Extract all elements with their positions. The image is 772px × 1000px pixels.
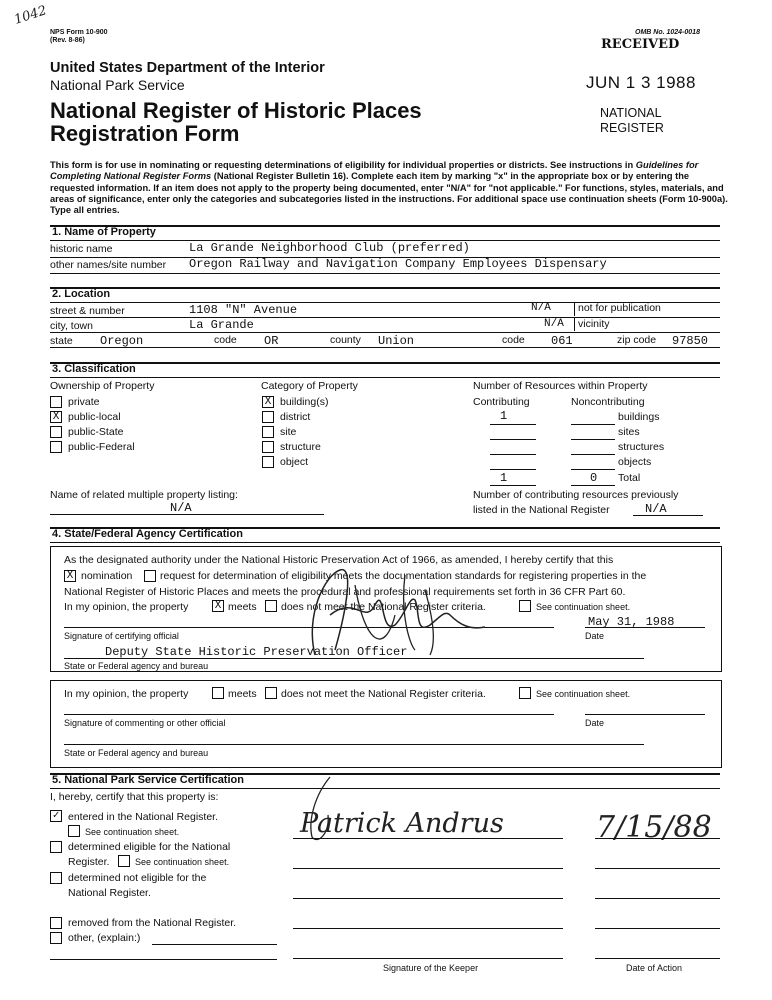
related-listing-label: Name of related multiple property listing: xyxy=(50,489,238,501)
category-site-checkbox[interactable] xyxy=(262,426,274,438)
row-sites: sites xyxy=(618,426,640,438)
form-number: NPS Form 10-900 xyxy=(50,29,108,36)
historic-name-label: historic name xyxy=(50,243,113,255)
agency-value[interactable]: Deputy State Historic Preservation Officer xyxy=(105,645,408,659)
keeper-signature-loop xyxy=(300,775,360,845)
previously-listed-value[interactable]: N/A xyxy=(645,502,667,516)
county-code-value[interactable]: 061 xyxy=(551,334,573,348)
meets-label: meets xyxy=(228,601,257,613)
city-value[interactable]: La Grande xyxy=(189,318,254,332)
stamp-register: REGISTER xyxy=(600,121,664,135)
stamp-date: JUN 1 3 1988 xyxy=(586,73,696,92)
county-label: county xyxy=(330,334,361,346)
ownership-label: Ownership of Property xyxy=(50,380,155,392)
related-listing-value[interactable]: N/A xyxy=(170,501,192,515)
category-object-checkbox[interactable] xyxy=(262,456,274,468)
section4-heading: 4. State/Federal Agency Certification xyxy=(52,528,243,540)
noncontributing-total[interactable]: 0 xyxy=(590,471,598,485)
form-revision: (Rev. 8-86) xyxy=(50,37,85,44)
see-continuation-a-label: See continuation sheet. xyxy=(85,827,180,837)
form-subtitle: Registration Form xyxy=(50,121,240,146)
category-structure-checkbox[interactable] xyxy=(262,441,274,453)
category-site-label: site xyxy=(280,426,297,438)
keeper-signature: Patrick Andrus xyxy=(300,808,504,839)
certification-date-value[interactable]: May 31, 1988 xyxy=(588,615,675,629)
entered-checkbox[interactable]: ✓ xyxy=(50,810,62,822)
category-district-label: district xyxy=(280,411,311,423)
cert-text-line1: As the designated authority under the National Historic Preservation Act of 1966, as amended, I hereby certify that this xyxy=(64,554,614,566)
previously-listed-label2: listed in the National Register xyxy=(473,504,610,516)
determination-request-checkbox[interactable] xyxy=(144,570,156,582)
category-structure-label: structure xyxy=(280,441,321,453)
form-title: National Register of Historic Places xyxy=(50,98,422,123)
other-names-value[interactable]: Oregon Railway and Navigation Company Employees Dispensary xyxy=(189,257,607,271)
other-names-label: other names/site number xyxy=(50,259,167,271)
ownership-public-local-checkbox[interactable]: X xyxy=(50,411,62,423)
not-eligible-checkbox[interactable] xyxy=(50,872,62,884)
category-building-label: building(s) xyxy=(280,396,329,408)
not-for-publication-value[interactable]: N/A xyxy=(531,302,551,314)
signature-keeper-label: Signature of the Keeper xyxy=(383,963,479,973)
county-value[interactable]: Union xyxy=(378,334,415,348)
contributing-total[interactable]: 1 xyxy=(500,471,508,485)
section1-heading: 1. Name of Property xyxy=(52,226,156,238)
cert-text-line2: request for determination of eligibility meets the documentation standards for registering properties in the xyxy=(160,570,647,582)
handwritten-number: 1042 xyxy=(12,3,49,28)
other-checkbox[interactable] xyxy=(50,932,62,944)
other-label: other, (explain:) xyxy=(68,932,141,944)
state-value[interactable]: Oregon xyxy=(100,334,144,348)
signature-commenting-label: Signature of commenting or other official xyxy=(64,718,226,728)
see-continuation-b-label: See continuation sheet. xyxy=(135,857,230,867)
meets-checkbox[interactable]: X xyxy=(212,600,224,612)
date-of-action-label: Date of Action xyxy=(626,963,683,973)
agency2-label: State or Federal agency and bureau xyxy=(64,748,209,758)
ownership-public-state-label: public-State xyxy=(68,426,124,438)
stamp-national: NATIONAL xyxy=(600,106,662,120)
removed-label: removed from the National Register. xyxy=(68,917,237,929)
removed-checkbox[interactable] xyxy=(50,917,62,929)
opinion2-label: In my opinion, the property xyxy=(64,688,189,700)
not-eligible-label1: determined not eligible for the xyxy=(68,872,207,884)
state-code-value[interactable]: OR xyxy=(264,334,279,348)
category-district-checkbox[interactable] xyxy=(262,411,274,423)
not-eligible-label2: National Register. xyxy=(68,887,151,899)
not-for-publication-label: not for publication xyxy=(578,302,661,314)
does-not-meet2-checkbox[interactable] xyxy=(265,687,277,699)
see-continuation-a-checkbox[interactable] xyxy=(68,825,80,837)
previously-listed-label1: Number of contributing resources previously xyxy=(473,489,679,501)
noncontributing-label: Noncontributing xyxy=(571,396,645,408)
category-object-label: object xyxy=(280,456,309,468)
state-code-label: code xyxy=(214,334,237,346)
signature-certifying-label: Signature of certifying official xyxy=(64,631,179,641)
state-label: state xyxy=(50,335,73,347)
action-date[interactable]: 7/15/88 xyxy=(596,810,712,845)
service-name: National Park Service xyxy=(50,77,185,93)
category-building-checkbox[interactable]: X xyxy=(262,396,274,408)
does-not-meet-checkbox[interactable] xyxy=(265,600,277,612)
department-name: United States Department of the Interior xyxy=(50,60,325,76)
ownership-public-state-checkbox[interactable] xyxy=(50,426,62,438)
row-total: Total xyxy=(618,472,641,484)
agency-label: State or Federal agency and bureau xyxy=(64,661,209,671)
county-code-label: code xyxy=(502,334,525,346)
ownership-public-local-label: public-local xyxy=(68,411,121,423)
ownership-private-checkbox[interactable] xyxy=(50,396,62,408)
see-continuation-label: See continuation sheet. xyxy=(536,602,631,612)
row-structures: structures xyxy=(618,441,665,453)
instructions-paragraph: This form is for use in nominating or requesting determinations of eligibility for individual properties or districts. See instructions in Guidelines for Completing National Register Forms (National Register Bulletin 16). Complete each item by marking "x" in the appropriate box or by entering the requested information. If an item does not apply to the property being documented, enter "N/A" for "not applicable." For functions, styles, materials, and areas of significance, enter only the categories and subcategories listed in the instructions. For additional space use continuation sheets (Form 10-900a). Type all entries. xyxy=(50,160,728,216)
historic-name-value[interactable]: La Grande Neighborhood Club (preferred) xyxy=(189,241,470,255)
determined-eligible-label2: Register. xyxy=(68,856,110,868)
see-continuation-checkbox[interactable] xyxy=(519,600,531,612)
contributing-buildings[interactable]: 1 xyxy=(500,409,508,423)
see-continuation-b-checkbox[interactable] xyxy=(118,855,130,867)
received-stamp: RECEIVED xyxy=(601,37,680,52)
zip-label: zip code xyxy=(617,334,657,346)
see-continuation2-label: See continuation sheet. xyxy=(536,689,631,699)
does-not-meet2-label: does not meet the National Register criteria. xyxy=(281,688,486,700)
date-label: Date xyxy=(585,631,605,641)
resources-label: Number of Resources within Property xyxy=(473,380,648,392)
nomination-label: nomination xyxy=(81,570,133,582)
contributing-label: Contributing xyxy=(473,396,530,408)
ownership-public-federal-checkbox[interactable] xyxy=(50,441,62,453)
street-label: street & number xyxy=(50,305,125,317)
ownership-private-label: private xyxy=(68,396,100,408)
opinion-label: In my opinion, the property xyxy=(64,601,189,613)
hereby-certify-label: I, hereby, certify that this property is: xyxy=(50,791,219,803)
cert-text-line3: National Register of Historic Places and meets the procedural and professional requirements set forth in 36 CFR Part 60. xyxy=(64,586,626,598)
ownership-public-federal-label: public-Federal xyxy=(68,441,135,453)
section2-heading: 2. Location xyxy=(52,288,111,300)
meets2-label: meets xyxy=(228,688,257,700)
street-value[interactable]: 1108 "N" Avenue xyxy=(189,303,298,317)
vicinity-value[interactable]: N/A xyxy=(544,318,564,330)
section5-heading: 5. National Park Service Certification xyxy=(52,774,244,786)
city-label: city, town xyxy=(50,320,93,332)
see-continuation2-checkbox[interactable] xyxy=(519,687,531,699)
does-not-meet-label: does not meet the National Register criteria. xyxy=(281,601,486,613)
row-objects: objects xyxy=(618,456,652,468)
determined-eligible-checkbox[interactable] xyxy=(50,841,62,853)
section3-heading: 3. Classification xyxy=(52,363,136,375)
zip-value[interactable]: 97850 xyxy=(672,334,709,348)
meets2-checkbox[interactable] xyxy=(212,687,224,699)
omb-number: OMB No. 1024-0018 xyxy=(635,29,700,36)
shpo-signature xyxy=(285,555,505,665)
entered-label: entered in the National Register. xyxy=(68,811,219,823)
vicinity-label: vicinity xyxy=(578,318,610,330)
row-buildings: buildings xyxy=(618,411,660,423)
date2-label: Date xyxy=(585,718,605,728)
determined-eligible-label1: determined eligible for the National xyxy=(68,841,231,853)
category-label: Category of Property xyxy=(261,380,358,392)
nomination-checkbox[interactable]: X xyxy=(64,570,76,582)
